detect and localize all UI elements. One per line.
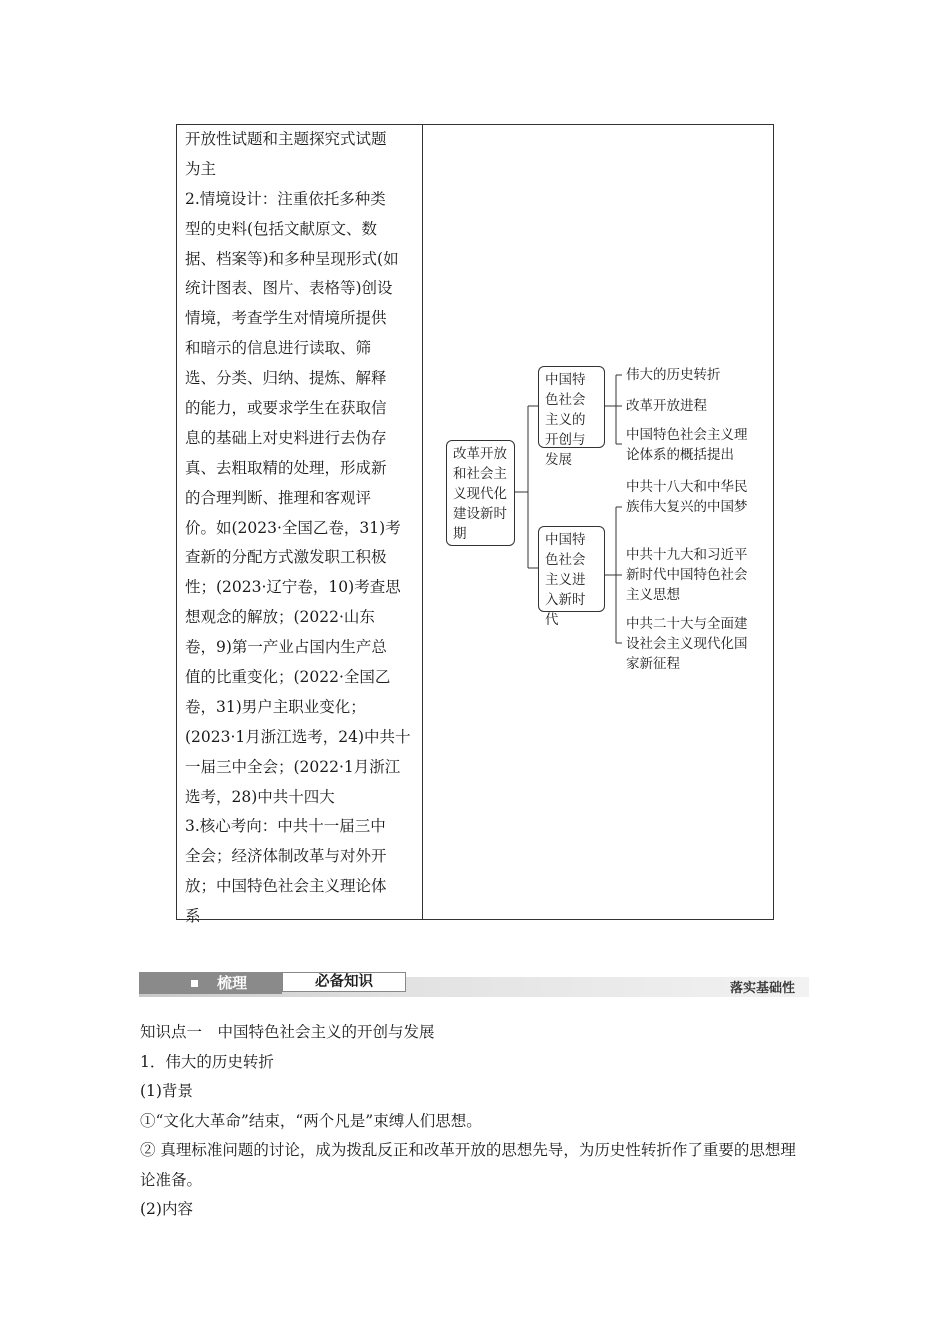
mindmap-leaf: 中共十九大和习近平新时代中国特色社会主义思想 [626, 547, 748, 603]
cell-line: 息的基础上对史料进行去伪存 [185, 428, 387, 447]
cell-line: 系 [185, 907, 201, 926]
paragraph: ② 真理标准问题的讨论，成为拨乱反正和改革开放的思想先导，为历史性转折作了重要的思想理论准备。 [140, 1141, 796, 1189]
cell-line: 2.情境设计：注重依托多种类 [185, 189, 386, 208]
cell-line: 的合理判断、推理和客观评 [185, 488, 372, 507]
mindmap-leaf: 伟大的历史转折 [626, 367, 721, 383]
table-column-divider [422, 125, 423, 919]
cell-line: 统计图表、图片、表格等)创设 [185, 279, 393, 298]
section-banner [139, 972, 809, 998]
cell-line: 为主 [185, 159, 217, 178]
body-text [140, 1018, 810, 1225]
banner-dark-label: 梳理 [217, 974, 248, 992]
banner-light-label: 必备知识 [315, 974, 373, 990]
cell-line: 据、档案等)和多种呈现形式(如 [185, 249, 399, 268]
cell-line: 值的比重变化；(2022·全国乙 [185, 668, 391, 687]
mindmap-branch2-label: 中国特色社会主义进入新时代 [545, 532, 586, 628]
exam-analysis-cell [185, 125, 417, 932]
subheading: (1)背景 [140, 1082, 193, 1100]
cell-line: 和暗示的信息进行读取、筛 [185, 339, 372, 358]
cell-line: 放；中国特色社会主义理论体 [185, 877, 387, 896]
paragraph: ①“文化大革命”结束，“两个凡是”束缚人们思想。 [140, 1111, 482, 1130]
cell-line: 开放性试题和主题探究式试题 [185, 130, 387, 148]
cell-line: 性；(2023·辽宁卷，10)考查思 [185, 578, 401, 597]
mindmap-leaf: 改革开放进程 [626, 398, 707, 414]
mindmap-leaf: 中共十八大和中华民族伟大复兴的中国梦 [626, 479, 748, 515]
cell-line: 全会；经济体制改革与对外开 [185, 847, 387, 866]
subheading: (2)内容 [140, 1200, 193, 1218]
cell-line: 一届三中全会；(2022·1月浙江 [185, 757, 401, 776]
cell-line: 卷，9)第一产业占国内生产总 [185, 638, 387, 657]
cell-line: 真、去粗取精的处理，形成新 [185, 458, 387, 477]
square-bullet-icon [191, 980, 198, 987]
cell-line: 想观念的解放；(2022·山东 [185, 608, 375, 627]
mindmap-branch2-node [538, 526, 605, 628]
cell-line: 选、分类、归纳、提炼、解释 [185, 369, 387, 388]
cell-line: (2023·1月浙江选考，24)中共十 [185, 727, 411, 746]
knowledge-point-heading: 知识点一 中国特色社会主义的开创与发展 [140, 1023, 435, 1041]
banner-right-label: 落实基础性 [729, 981, 795, 996]
subheading: 1．伟大的历史转折 [140, 1052, 274, 1071]
cell-line: 价。如(2023·全国乙卷，31)考 [185, 518, 401, 537]
mindmap-leaf: 中国特色社会主义理论体系的概括提出 [626, 427, 748, 463]
cell-line: 3.核心考向：中共十一届三中 [185, 817, 386, 836]
mindmap-root-node [446, 440, 515, 546]
banner-dark-tab [139, 972, 282, 994]
banner-light-tab [282, 972, 406, 992]
mindmap-branch1-label: 中国特色社会主义的开创与发展 [545, 372, 586, 468]
cell-line: 选考，28)中共十四大 [185, 787, 335, 806]
cell-line: 查新的分配方式激发职工积极 [185, 548, 387, 567]
mindmap-branch1-node [538, 366, 605, 468]
mindmap-root-label: 改革开放和社会主义现代化建设新时期 [453, 446, 507, 542]
cell-line: 的能力，或要求学生在获取信 [185, 399, 387, 418]
mindmap-leaf: 中共二十大与全面建设社会主义现代化国家新征程 [626, 616, 748, 672]
cell-line: 情境，考查学生对情境所提供 [185, 309, 387, 328]
cell-line: 型的史料(包括文献原文、数 [185, 219, 378, 238]
cell-line: 卷，31)男户主职业变化； [185, 697, 366, 716]
